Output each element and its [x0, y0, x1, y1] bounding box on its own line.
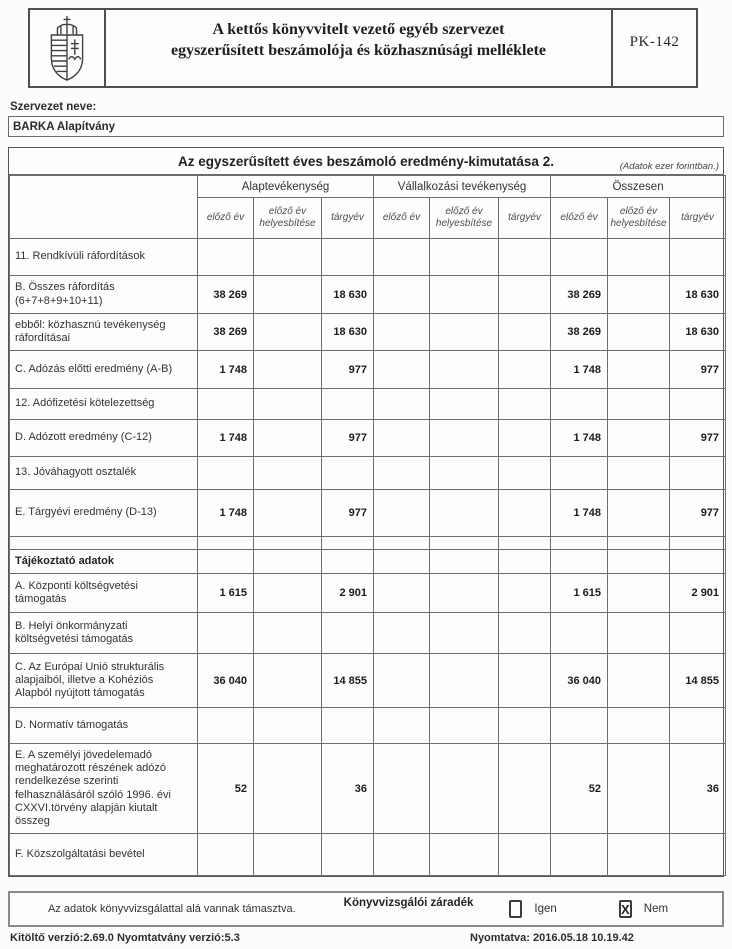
value-cell: [551, 239, 608, 276]
value-cell: [254, 314, 322, 351]
value-cell: [499, 457, 551, 490]
value-cell: [254, 574, 322, 613]
value-cell: [608, 239, 670, 276]
value-cell: [430, 744, 499, 834]
value-cell: [608, 389, 670, 420]
value-cell: 14 855: [670, 654, 726, 708]
value-cell: [198, 550, 254, 574]
value-cell: [670, 708, 726, 744]
subcol-previous-year: előző év: [198, 198, 254, 239]
value-cell: [198, 708, 254, 744]
value-cell: [608, 574, 670, 613]
value-cell: [608, 744, 670, 834]
section-header-row: [10, 550, 726, 574]
value-cell: [608, 457, 670, 490]
value-cell: [254, 351, 322, 389]
status-bar: [10, 932, 722, 944]
row-label: C. Az Európai Unió strukturális alapjaiból, illetve a Kohéziós Alapból nyújtott támogatás: [10, 654, 198, 708]
value-cell: [254, 537, 322, 550]
value-cell: 18 630: [670, 276, 726, 314]
form-title: [106, 10, 611, 86]
value-cell: 977: [670, 351, 726, 389]
value-cell: [499, 537, 551, 550]
spacer-row: [10, 537, 726, 550]
row-label: C. Adózás előtti eredmény (A-B): [10, 351, 198, 389]
subcol-current-year: tárgyév: [670, 198, 726, 239]
value-cell: [608, 654, 670, 708]
subcol-current-year: tárgyév: [499, 198, 551, 239]
value-cell: [499, 550, 551, 574]
value-cell: [254, 708, 322, 744]
value-cell: [430, 834, 499, 876]
value-cell: 1 615: [551, 574, 608, 613]
column-group-total: Összesen: [551, 176, 726, 198]
value-cell: [374, 314, 430, 351]
value-cell: [499, 420, 551, 457]
filler-version-text: Kitöltő verzió:2.69.0 Nyomtatvány verzió:5.3: [10, 932, 240, 944]
value-cell: [322, 550, 374, 574]
value-cell: [551, 708, 608, 744]
value-cell: 36: [670, 744, 726, 834]
value-cell: [551, 457, 608, 490]
audit-option-yes: [509, 900, 556, 918]
row-label: 12. Adófizetési kötelezettség: [10, 389, 198, 420]
value-cell: [322, 457, 374, 490]
audit-statement: Az adatok könyvvizsgálattal alá vannak támasztva.: [48, 903, 296, 915]
value-cell: [499, 574, 551, 613]
value-cell: [374, 420, 430, 457]
value-cell: 36 040: [551, 654, 608, 708]
value-cell: [430, 550, 499, 574]
value-cell: [670, 550, 726, 574]
subcol-previous-year-correction: előző év helyesbítése: [608, 198, 670, 239]
value-cell: [499, 744, 551, 834]
value-cell: [374, 537, 430, 550]
value-cell: [430, 239, 499, 276]
value-cell: [551, 537, 608, 550]
value-cell: [499, 613, 551, 654]
row-label: D. Adózott eredmény (C-12): [10, 420, 198, 457]
value-cell: [322, 834, 374, 876]
printed-date-text: Nyomtatva: 2016.05.18 10.19.42: [470, 932, 634, 944]
row-label: [10, 537, 198, 550]
value-cell: [430, 351, 499, 389]
value-cell: [374, 574, 430, 613]
organization-name-label: Szervezet neve:: [10, 101, 97, 113]
table-row: [10, 708, 726, 744]
result-statement-table: [9, 175, 726, 876]
value-cell: [374, 276, 430, 314]
corner-cell: [10, 176, 198, 239]
value-cell: [430, 537, 499, 550]
audit-bar: [8, 891, 724, 927]
value-cell: 18 630: [322, 276, 374, 314]
value-cell: 1 748: [551, 420, 608, 457]
value-cell: [608, 613, 670, 654]
value-cell: [499, 276, 551, 314]
value-cell: 977: [670, 490, 726, 537]
value-cell: [499, 654, 551, 708]
table-row: [10, 574, 726, 613]
table-row: [10, 654, 726, 708]
value-cell: [374, 834, 430, 876]
value-cell: 1 748: [551, 490, 608, 537]
table-row: [10, 834, 726, 876]
form-code: PK-142: [611, 10, 696, 86]
value-cell: [322, 613, 374, 654]
value-cell: 38 269: [551, 276, 608, 314]
value-cell: [374, 490, 430, 537]
value-cell: [322, 708, 374, 744]
row-label: 13. Jóváhagyott osztalék: [10, 457, 198, 490]
value-cell: 14 855: [322, 654, 374, 708]
subcol-previous-year-correction: előző év helyesbítése: [254, 198, 322, 239]
organization-name-value: BARKA Alapítvány: [13, 120, 116, 133]
value-cell: [198, 389, 254, 420]
table-row: [10, 457, 726, 490]
value-cell: [430, 613, 499, 654]
value-cell: 36 040: [198, 654, 254, 708]
table-row: [10, 276, 726, 314]
value-cell: 977: [322, 351, 374, 389]
value-cell: [374, 239, 430, 276]
row-label: Tájékoztató adatok: [10, 550, 198, 574]
value-cell: [198, 239, 254, 276]
value-cell: 977: [322, 420, 374, 457]
form-title-line1: A kettős könyvvitelt vezető egyéb szervezet: [212, 21, 505, 39]
value-cell: [430, 574, 499, 613]
yes-checkbox[interactable]: [509, 900, 522, 918]
value-cell: [430, 389, 499, 420]
value-cell: [322, 537, 374, 550]
value-cell: [198, 834, 254, 876]
value-cell: [254, 654, 322, 708]
value-cell: [499, 708, 551, 744]
value-cell: [499, 389, 551, 420]
value-cell: 1 748: [198, 351, 254, 389]
value-cell: [499, 314, 551, 351]
row-label: D. Normatív támogatás: [10, 708, 198, 744]
value-cell: [254, 834, 322, 876]
value-cell: [608, 276, 670, 314]
logo-cell: [30, 10, 106, 86]
table-row: [10, 420, 726, 457]
value-cell: 18 630: [670, 314, 726, 351]
value-cell: 38 269: [551, 314, 608, 351]
no-label: Nem: [643, 903, 669, 915]
report-table-body: [10, 239, 726, 876]
table-title: Az egyszerűsített éves beszámoló eredmény-kimutatása 2.: [178, 153, 554, 169]
value-cell: [374, 389, 430, 420]
value-cell: [198, 613, 254, 654]
value-cell: [430, 708, 499, 744]
value-cell: 977: [670, 420, 726, 457]
value-cell: [430, 457, 499, 490]
value-cell: [430, 314, 499, 351]
row-label: B. Helyi önkormányzati költségvetési támogatás: [10, 613, 198, 654]
column-group-core-activity: Alaptevékenység: [198, 176, 374, 198]
table-title-row: [9, 148, 723, 175]
value-cell: [254, 276, 322, 314]
value-cell: [608, 708, 670, 744]
table-row: [10, 314, 726, 351]
value-cell: 1 748: [198, 490, 254, 537]
value-cell: [608, 314, 670, 351]
value-cell: [374, 744, 430, 834]
value-cell: 1 748: [551, 351, 608, 389]
value-cell: 2 901: [670, 574, 726, 613]
value-cell: [254, 490, 322, 537]
value-cell: [254, 744, 322, 834]
unit-note: (Adatok ezer forintban.): [619, 161, 719, 172]
value-cell: [254, 613, 322, 654]
value-cell: [551, 834, 608, 876]
report-table: [8, 147, 724, 877]
form-title-line2: egyszerűsített beszámolója és közhasznúsági melléklete: [170, 42, 547, 59]
row-label: 11. Rendkívüli ráfordítások: [10, 239, 198, 276]
value-cell: [670, 613, 726, 654]
value-cell: 38 269: [198, 276, 254, 314]
no-checkbox[interactable]: X: [619, 900, 632, 918]
value-cell: [670, 239, 726, 276]
value-cell: [322, 239, 374, 276]
value-cell: [551, 389, 608, 420]
value-cell: 1 748: [198, 420, 254, 457]
subcol-previous-year: előző év: [374, 198, 430, 239]
value-cell: 977: [322, 490, 374, 537]
row-label: B. Összes ráfordítás (6+7+8+9+10+11): [10, 276, 198, 314]
value-cell: 38 269: [198, 314, 254, 351]
value-cell: [670, 834, 726, 876]
row-label: E. A személyi jövedelemadó meghatározott részének adózó rendelkezése szerinti felhasználásáról szóló 1996. évi CXXVI.törvény alapján kiutalt összeg: [10, 744, 198, 834]
value-cell: [430, 654, 499, 708]
value-cell: [430, 490, 499, 537]
value-cell: [551, 550, 608, 574]
subcol-previous-year: előző év: [551, 198, 608, 239]
value-cell: 2 901: [322, 574, 374, 613]
value-cell: [670, 457, 726, 490]
value-cell: [374, 654, 430, 708]
value-cell: [374, 550, 430, 574]
column-group-business-activity: Vállalkozási tevékenység: [374, 176, 551, 198]
audit-clause-label: Könyvvizsgálói záradék: [343, 897, 474, 909]
value-cell: [608, 834, 670, 876]
value-cell: [608, 550, 670, 574]
value-cell: [254, 420, 322, 457]
value-cell: [608, 351, 670, 389]
value-cell: [608, 537, 670, 550]
table-row: [10, 744, 726, 834]
subcol-previous-year-correction: előző év helyesbítése: [430, 198, 499, 239]
value-cell: [551, 613, 608, 654]
value-cell: [374, 457, 430, 490]
value-cell: [374, 351, 430, 389]
value-cell: [198, 537, 254, 550]
row-label: ebből: közhasznú tevékenység ráfordításai: [10, 314, 198, 351]
value-cell: [608, 420, 670, 457]
value-cell: [322, 389, 374, 420]
value-cell: [499, 239, 551, 276]
audit-option-no: [619, 900, 668, 918]
value-cell: 18 630: [322, 314, 374, 351]
table-row: [10, 490, 726, 537]
value-cell: [254, 239, 322, 276]
organization-name-field: [8, 116, 724, 137]
subcol-current-year: tárgyév: [322, 198, 374, 239]
value-cell: [254, 457, 322, 490]
value-cell: [608, 490, 670, 537]
value-cell: 36: [322, 744, 374, 834]
value-cell: [670, 537, 726, 550]
value-cell: [254, 550, 322, 574]
hungarian-coat-of-arms-icon: [41, 13, 93, 83]
value-cell: [499, 351, 551, 389]
yes-label: Igen: [534, 903, 557, 915]
value-cell: [670, 389, 726, 420]
value-cell: 52: [551, 744, 608, 834]
table-row: [10, 613, 726, 654]
form-header: [28, 8, 698, 88]
row-label: F. Közszolgáltatási bevétel: [10, 834, 198, 876]
value-cell: [499, 490, 551, 537]
value-cell: [430, 276, 499, 314]
value-cell: 1 615: [198, 574, 254, 613]
value-cell: [254, 389, 322, 420]
value-cell: [499, 834, 551, 876]
table-row: [10, 389, 726, 420]
row-label: E. Tárgyévi eredmény (D-13): [10, 490, 198, 537]
table-row: [10, 239, 726, 276]
value-cell: [430, 420, 499, 457]
value-cell: [198, 457, 254, 490]
table-row: [10, 351, 726, 389]
row-label: A. Központi költségvetési támogatás: [10, 574, 198, 613]
value-cell: [374, 708, 430, 744]
value-cell: 52: [198, 744, 254, 834]
column-group-header-row: [10, 176, 726, 198]
value-cell: [374, 613, 430, 654]
